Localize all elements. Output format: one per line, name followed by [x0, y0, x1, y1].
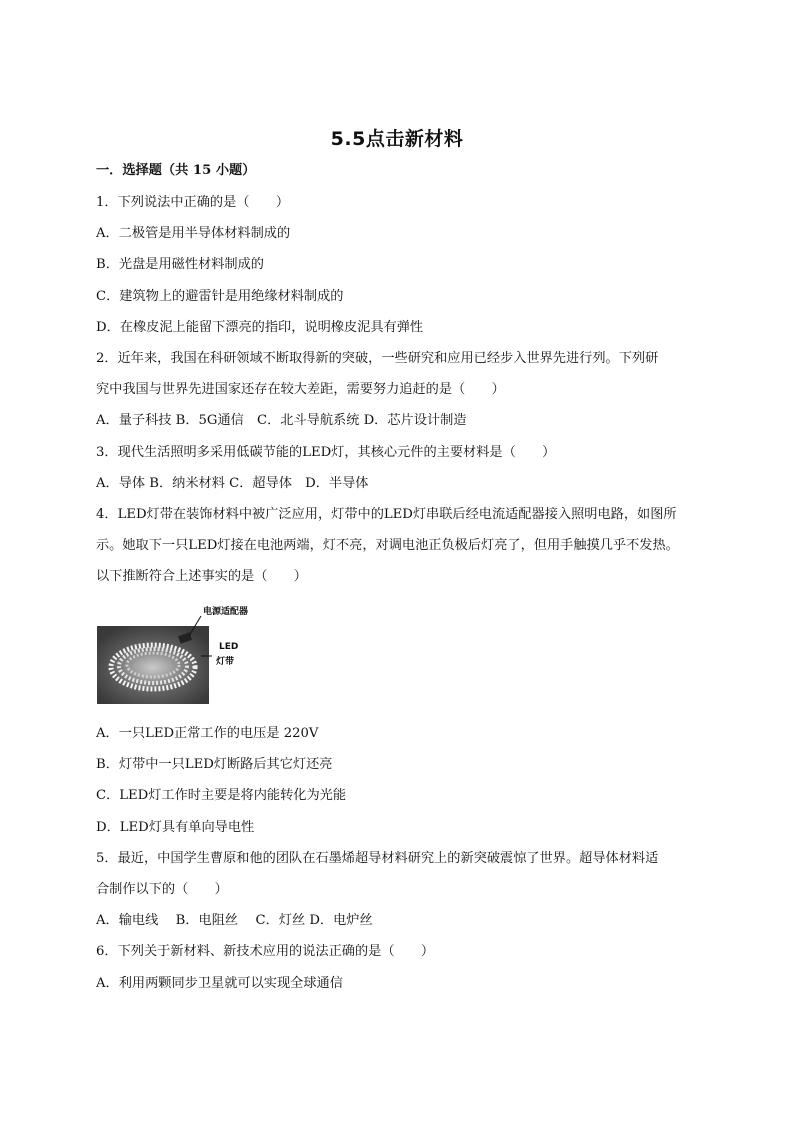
page-title: 5.5点击新材料	[330, 128, 464, 150]
q4-option-d: D．LED灯具有单向导电性	[96, 820, 255, 835]
q5-options: A．输电线 B．电阻丝 C．灯丝 D．电炉丝	[96, 913, 373, 928]
q3-options: A．导体 B．纳米材料 C．超导体 D．半导体	[96, 476, 369, 491]
q2-stem-line2: 究中我国与世界先进国家还存在较大差距，需要努力追赶的是（ ）	[96, 382, 505, 397]
q2-stem-line1: 2．近年来，我国在科研领域不断取得新的突破，一些研究和应用已经步入世界先进行列。下列研	[96, 351, 659, 366]
figure-label-adapter: 电源适配器	[203, 607, 249, 617]
figure-label-led: LED	[219, 642, 239, 652]
q4-option-b: B．灯带中一只LED灯断路后其它灯还亮	[96, 757, 333, 772]
q1-option-d: D．在橡皮泥上能留下漂亮的指印，说明橡皮泥具有弹性	[96, 320, 424, 335]
q4-option-a: A．一只LED正常工作的电压是 220V	[96, 726, 319, 741]
figure-label-strip: 灯带	[216, 657, 235, 667]
q5-stem-line1: 5．最近，中国学生曹原和他的团队在石墨烯超导材料研究上的新突破震惊了世界。超导体材料适	[96, 851, 659, 866]
q4-stem-line3: 以下推断符合上述事实的是（ ）	[96, 569, 307, 584]
q2-options: A．量子科技 B．5G通信 C．北斗导航系统 D．芯片设计制造	[96, 413, 467, 428]
q6-stem: 6．下列关于新材料、新技术应用的说法正确的是（ ）	[96, 944, 435, 959]
q6-option-a: A．利用两颗同步卫星就可以实现全球通信	[96, 976, 343, 991]
q1-stem: 1．下列说法中正确的是（ ）	[96, 195, 290, 210]
q1-option-a: A．二极管是用半导体材料制成的	[96, 226, 291, 241]
q1-option-b: B．光盘是用磁性材料制成的	[96, 257, 264, 272]
q4-stem-line2: 示。她取下一只LED灯接在电池两端，灯不亮，对调电池正负极后灯亮了，但用手触摸几乎不发热。	[96, 538, 679, 553]
section-heading: 一．选择题（共 15 小题）	[96, 163, 256, 178]
q3-stem: 3．现代生活照明多采用低碳节能的LED灯，其核心元件的主要材料是（ ）	[96, 445, 556, 460]
led-strip-figure	[97, 604, 257, 704]
q4-stem-line1: 4．LED灯带在装饰材料中被广泛应用，灯带中的LED灯串联后经电流适配器接入照明电路，如图所	[96, 507, 677, 522]
q4-option-c: C．LED灯工作时主要是将内能转化为光能	[96, 788, 347, 803]
q1-option-c: C．建筑物上的避雷针是用绝缘材料制成的	[96, 289, 344, 304]
q5-stem-line2: 合制作以下的（ ）	[96, 882, 228, 897]
